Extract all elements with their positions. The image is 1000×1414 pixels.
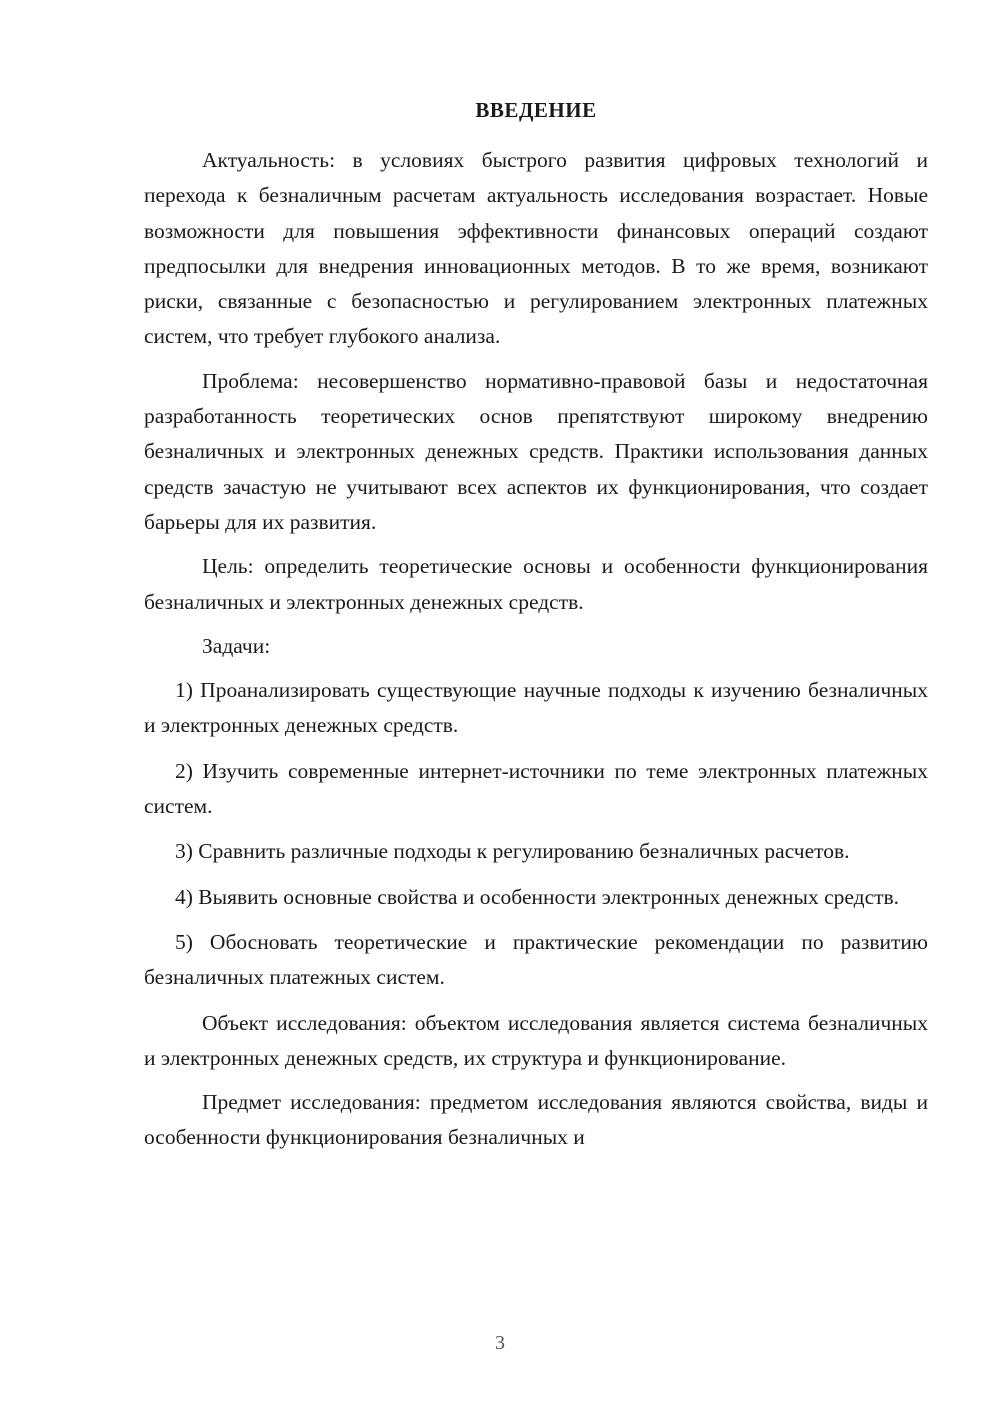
document-body xyxy=(144,143,928,1165)
task-item-5: 5) Обосновать теоретические и практические рекомендации по развитию безналичных платежных систем. xyxy=(144,929,928,990)
paragraph-relevance: Актуальность: в условиях быстрого развития цифровых технологий и перехода к безналичным расчетам актуальность исследования возрастает. Новые возможности для повышения эффективности финансовых операций создают предпосылки для внедрения инновационных методов. В то же время, возникают риски, связанные с безопасностью и регулированием электронных платежных систем, что требует глубокого анализа. xyxy=(144,148,928,349)
task-item-2: 2) Изучить современные интернет-источники по теме электронных платежных систем. xyxy=(144,758,928,819)
task-item-1: 1) Проанализировать существующие научные подходы к изучению безналичных и электронных денежных средств. xyxy=(144,678,928,738)
tasks-heading: Задачи: xyxy=(202,633,271,658)
task-item-3: 3) Сравнить различные подходы к регулированию безналичных расчетов. xyxy=(175,839,850,864)
paragraph-goal: Цель: определить теоретические основы и особенности функционирования безналичных и электронных денежных средств. xyxy=(144,554,928,614)
page-title: ВВЕДЕНИЕ xyxy=(475,98,597,122)
page-number: 3 xyxy=(495,1332,505,1354)
task-item-4: 4) Выявить основные свойства и особенности электронных денежных средств. xyxy=(175,884,900,909)
paragraph-problem: Проблема: несовершенство нормативно-правовой базы и недостаточная разработанность теоретических основ препятствуют широкому внедрению безналичных и электронных денежных средств. Практики использования данных средств зачастую не учитывают всех аспектов их функционирования, что создает барьеры для их развития. xyxy=(144,368,928,534)
paragraph-object: Объект исследования: объектом исследования является система безналичных и электронных денежных средств, их структура и функционирование. xyxy=(144,1010,928,1070)
paragraph-subject: Предмет исследования: предметом исследования являются свойства, виды и особенности функционирования безналичных и xyxy=(144,1090,928,1150)
document-page xyxy=(144,0,928,1414)
